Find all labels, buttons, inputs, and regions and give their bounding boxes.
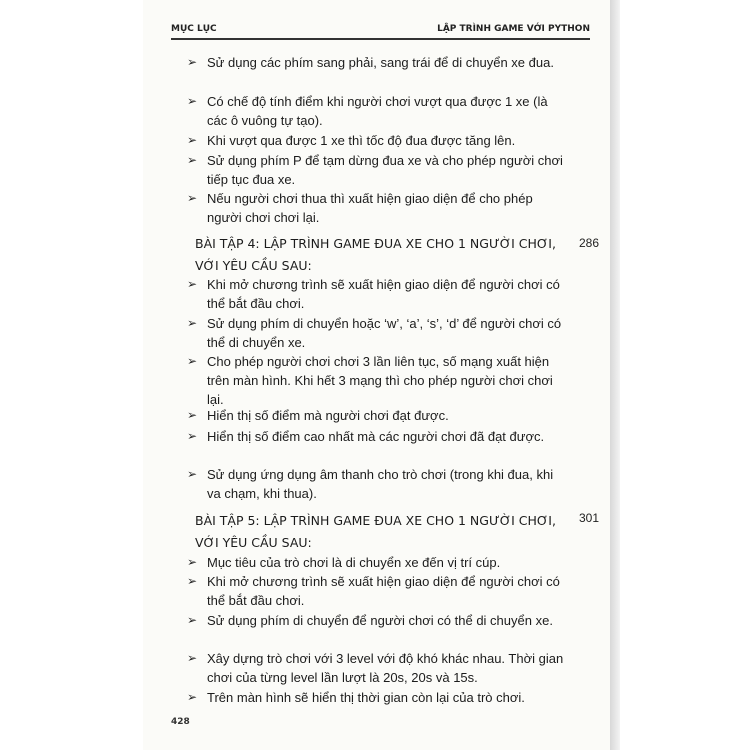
list-item: ➢ Sử dụng phím di chuyển để người chơi có thể di chuyển xe.: [187, 613, 553, 628]
page-number: 428: [171, 717, 190, 727]
page-edge-shadow: [610, 0, 620, 750]
arrow-bullet-icon: ➢: [187, 467, 198, 481]
header-right-title: LẬP TRÌNH GAME VỚI PYTHON: [437, 24, 590, 34]
arrow-bullet-icon: ➢: [187, 277, 198, 291]
list-item: ➢ Nếu người chơi thua thì xuất hiện giao diện để cho phép người chơi chơi lại.: [187, 191, 533, 225]
arrow-bullet-icon: ➢: [187, 354, 198, 368]
list-item: ➢ Mục tiêu của trò chơi là di chuyển xe đến vị trí cúp.: [187, 555, 501, 570]
list-item: ➢ Hiển thị số điểm cao nhất mà các người chơi đã đạt được.: [187, 429, 545, 444]
list-item: ➢ Sử dụng các phím sang phải, sang trái để di chuyển xe đua.: [187, 55, 554, 70]
list-item: ➢ Xây dựng trò chơi với 3 level với độ khó khác nhau. Thời gian chơi của từng level lần lượt là 20s, 20s và 15s.: [187, 651, 564, 685]
toc-page-number: 286: [579, 236, 600, 250]
running-header: [171, 18, 590, 40]
list-item: ➢ Cho phép người chơi chơi 3 lần liên tục, số mạng xuất hiện trên màn hình. Khi hết 3 mạng thì cho phép người chơi chơi lại.: [187, 354, 553, 407]
exercise-heading: BÀI TẬP 4: LẬP TRÌNH GAME ĐUA XE CHO 1 NGƯỜI CHƠI, VỚI YÊU CẦU SAU:: [195, 236, 556, 273]
list-item: ➢ Sử dụng phím di chuyển hoặc ‘w’, ‘a’, ‘s’, ‘d’ để người chơi có thể di chuyển xe.: [187, 316, 562, 350]
list-item: ➢ Có chế độ tính điểm khi người chơi vượt qua được 1 xe (là các ô vuông tự tạo).: [187, 94, 548, 128]
header-left-title: MỤC LỤC: [171, 24, 217, 34]
arrow-bullet-icon: ➢: [187, 408, 198, 422]
list-item: ➢ Sử dụng ứng dụng âm thanh cho trò chơi (trong khi đua, khi va chạm, khi thua).: [187, 467, 554, 501]
arrow-bullet-icon: ➢: [187, 55, 198, 69]
arrow-bullet-icon: ➢: [187, 153, 198, 167]
list-item: ➢ Trên màn hình sẽ hiển thị thời gian còn lại của trò chơi.: [187, 690, 525, 705]
arrow-bullet-icon: ➢: [187, 191, 198, 205]
arrow-bullet-icon: ➢: [187, 133, 198, 147]
list-item: ➢ Khi mở chương trình sẽ xuất hiện giao diện để người chơi có thể bắt đầu chơi.: [187, 277, 560, 311]
book-page: [143, 0, 610, 750]
arrow-bullet-icon: ➢: [187, 651, 198, 665]
arrow-bullet-icon: ➢: [187, 555, 198, 569]
toc-page-number: 301: [579, 511, 600, 525]
list-item: ➢ Khi vượt qua được 1 xe thì tốc độ đua được tăng lên.: [187, 133, 516, 148]
arrow-bullet-icon: ➢: [187, 613, 198, 627]
arrow-bullet-icon: ➢: [187, 429, 198, 443]
list-item: ➢ Sử dụng phím P để tạm dừng đua xe và cho phép người chơi tiếp tục đua xe.: [187, 153, 563, 187]
arrow-bullet-icon: ➢: [187, 94, 198, 108]
arrow-bullet-icon: ➢: [187, 690, 198, 704]
arrow-bullet-icon: ➢: [187, 574, 198, 588]
exercise-heading: BÀI TẬP 5: LẬP TRÌNH GAME ĐUA XE CHO 1 NGƯỜI CHƠI, VỚI YÊU CẦU SAU:: [195, 513, 556, 550]
arrow-bullet-icon: ➢: [187, 316, 198, 330]
list-item: ➢ Khi mở chương trình sẽ xuất hiện giao diện để người chơi có thể bắt đầu chơi.: [187, 574, 560, 608]
list-item: ➢ Hiển thị số điểm mà người chơi đạt được.: [187, 408, 449, 423]
